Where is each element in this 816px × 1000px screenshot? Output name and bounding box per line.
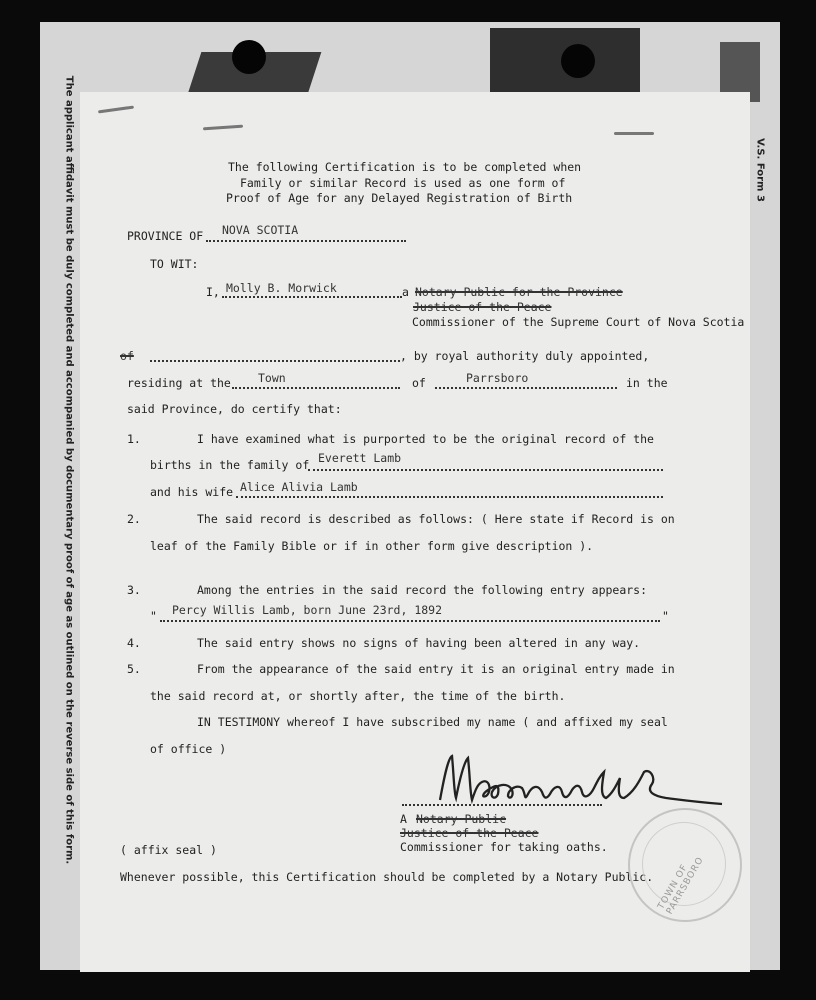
residing-label: residing at the [127,376,231,390]
to-wit: TO WIT: [150,257,199,271]
name-value: Molly B. Morwick [226,281,337,295]
of-struck: of [120,349,134,363]
signature-line [402,804,602,806]
in-the: in the [626,376,668,390]
embossed-seal [628,808,742,922]
title-struck-notary: Notary Public for the Province [415,285,623,299]
wife-label: and his wife [150,485,234,499]
punch-hole [561,44,595,78]
item-1-number: 1. [127,432,141,446]
sig-struck-justice: Justice of the Peace [400,826,539,840]
entry-value: Percy Willis Lamb, born June 23rd, 1892 [172,603,443,617]
header-line-2: Family or similar Record is used as one form of [240,176,566,190]
wife-value: Alice Alivia Lamb [240,480,358,494]
province-value: NOVA SCOTIA [222,223,299,237]
punch-hole [232,40,266,74]
signature-text: MBMorwick [430,748,436,749]
item-4-number: 4. [127,636,141,650]
town-line [435,387,617,389]
entry-close-quote: " [662,609,669,623]
wife-line [236,496,663,498]
province-label: PROVINCE OF [127,229,204,243]
item-2-text-2: leaf of the Family Bible or if in other form give description ). [150,539,594,553]
royal-authority: , by royal authority duly appointed, [400,349,650,363]
testimony-text: IN TESTIMONY whereof I have subscribed my name ( and affixed my seal [197,715,668,729]
province-line [206,240,406,242]
name-prefix: I, [206,285,220,299]
staple [614,132,654,135]
item-3-number: 3. [127,583,141,597]
testimony-text-2: of office ) [150,742,227,756]
footer-note: Whenever possible, this Certification should be completed by a Notary Public. [120,870,654,884]
title-struck-justice: Justice of the Peace [413,300,552,314]
entry-open-quote: " [150,609,157,623]
item-3-text: Among the entries in the said record the following entry appears: [197,583,648,597]
item-1-text: I have examined what is purported to be the original record of the [197,432,654,446]
header-line-1: The following Certification is to be completed when [228,160,582,174]
form-number: V.S. Form 3 [754,138,766,202]
births-label: births in the family of [150,458,310,472]
item-5-text: From the appearance of the said entry it is an original entry made in [197,662,675,676]
staple [98,106,134,114]
sig-commissioner: Commissioner for taking oaths. [400,840,608,854]
town-value: Parrsboro [466,371,529,385]
seal-text: TOWN OF PARRSBORO [656,855,706,917]
births-line [308,469,663,471]
residing-line [232,387,400,389]
item-5-text-2: the said record at, or shortly after, the time of the birth. [150,689,566,703]
staple [203,125,243,131]
said-province: said Province, do certify that: [127,402,342,416]
title-commissioner: Commissioner of the Supreme Court of Nova Scotia [412,315,745,329]
name-line [222,296,402,298]
title-a: a [402,285,409,299]
sig-struck-notary: Notary Public [416,812,507,826]
item-2-number: 2. [127,512,141,526]
of-line [150,360,400,362]
item-4-text: The said entry shows no signs of having been altered in any way. [197,636,641,650]
births-value: Everett Lamb [318,451,402,465]
residing-value: Town [258,371,286,385]
side-note: The applicant affidavit must be duly completed and accompanied by documentary proof of age as outlined on the reverse side of this form. [63,75,75,865]
of-label: of [412,376,426,390]
header-line-3: Proof of Age for any Delayed Registration of Birth [226,191,573,205]
sig-a: A [400,812,407,826]
item-5-number: 5. [127,662,141,676]
entry-line [160,620,660,622]
affix-seal: ( affix seal ) [120,843,217,857]
item-2-text: The said record is described as follows: ( Here state if Record is on [197,512,675,526]
